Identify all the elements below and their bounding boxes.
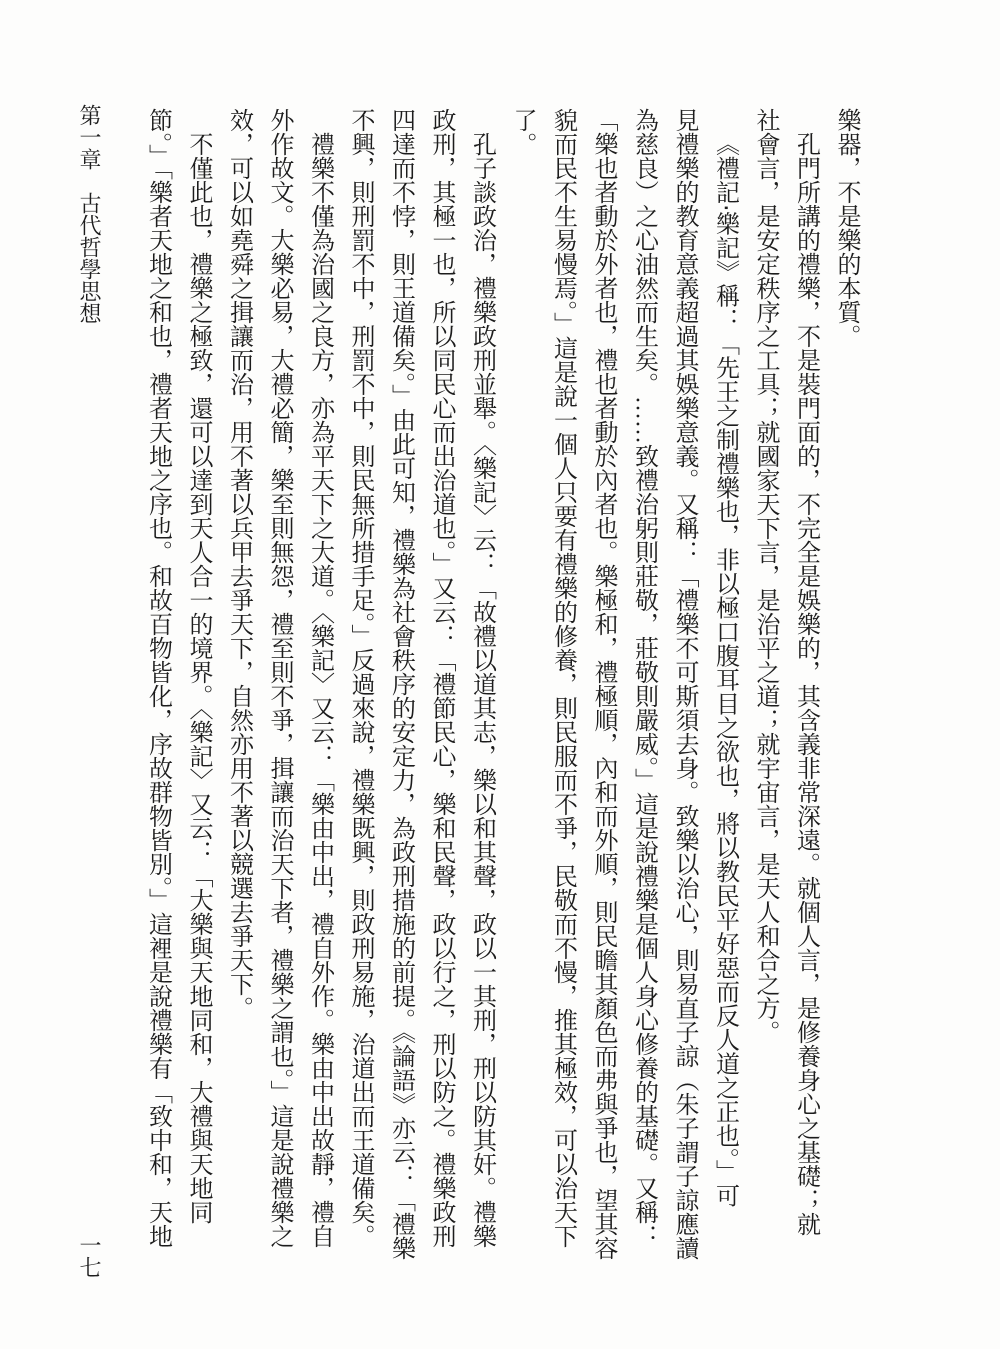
text-column: 外作故文。大樂必易，大禮必簡，樂至則無怨，禮至則不爭，揖讓而治天下者，禮樂之謂也。」這是說禮樂之 [266,108,292,1248]
text-column: 樂器，不是樂的本質。 [833,108,859,348]
text-column: 效，可以如堯舜之揖讓而治，用不著以兵甲去爭天下，自然亦用不著以競選去爭天下。 [225,108,252,1020]
text-column: 節。」「樂者天地之和也，禮者天地之序也。和故百物皆化，序故群物皆別。」這裡是說禮樂有「致中和，天地 [144,108,171,1248]
chapter-header: 第一章 古代哲學思想 [77,104,102,324]
text-column: 不興，則刑罰不中，刑罰不中，則民無所措手足。」反過來說，禮樂既興，則政刑易施，治道出而王道備矣。 [347,108,373,1248]
text-column: 四達而不悖，則王道備矣。」由此可知，禮樂為社會秩序的安定力，為政刑措施的前提。《論語》亦云：「禮樂 [387,108,414,1260]
text-column: 政刑，其極一也，所以同民心而出治道也。」又云：「禮節民心，樂和民聲，政以行之，刑以防之。禮樂政刑 [428,108,454,1248]
text-column: 禮樂不僅為治國之良方，亦為平天下之大道。〈樂記〉又云：「樂由中出，禮自外作。樂由中出故靜，禮自 [306,132,333,1248]
text-column: 不僅此也，禮樂之極致，還可以達到天人合一的境界。〈樂記〉又云：「大樂與天地同和，大禮與天地同 [185,132,211,1224]
text-column: 貌而民不生易慢焉。」這是說一個人只要有禮樂的修養，則民服而不爭，民敬而不慢，推其極效，可以治天下 [549,108,576,1248]
text-column: 孔門所講的禮樂，不是裝門面的，不完全是娛樂的，其含義非常深遠。就個人言，是修養身心之基礎；就 [792,132,819,1236]
page-number: 一七 [77,1234,102,1278]
text-column: 了。 [509,108,535,156]
text-column: 見禮樂的教育意義超過其娛樂意義。又稱：「禮樂不可斯須去身。致樂以治心，則易直子諒（朱子謂子諒應讀 [671,108,697,1260]
text-column: 《禮記‧樂記》稱：「先王之制禮樂也，非以極口腹耳目之欲也，將以教民平好惡而反人道之正也。」可 [711,132,738,1208]
text-column: 社會言，是安定秩序之工具；就國家天下言，是治平之道；就宇宙言，是天人和合之方。 [752,108,778,1044]
text-column: 為慈良）之心油然而生矣。……致禮治躬則莊敬，莊敬則嚴威。」這是說禮樂是個人身心修養的基礎。又稱： [630,108,657,1248]
text-column: 孔子談政治，禮樂政刑並舉。〈樂記〉云：「故禮以道其志，樂以和其聲，政以一其刑，刑以防其奸。禮樂 [468,132,495,1248]
text-column: 「樂也者動於外者也，禮也者動於內者也。樂極和，禮極順，內和而外順，則民瞻其顏色而弗與爭也，望其容 [590,108,616,1260]
main-text [137,108,866,1298]
